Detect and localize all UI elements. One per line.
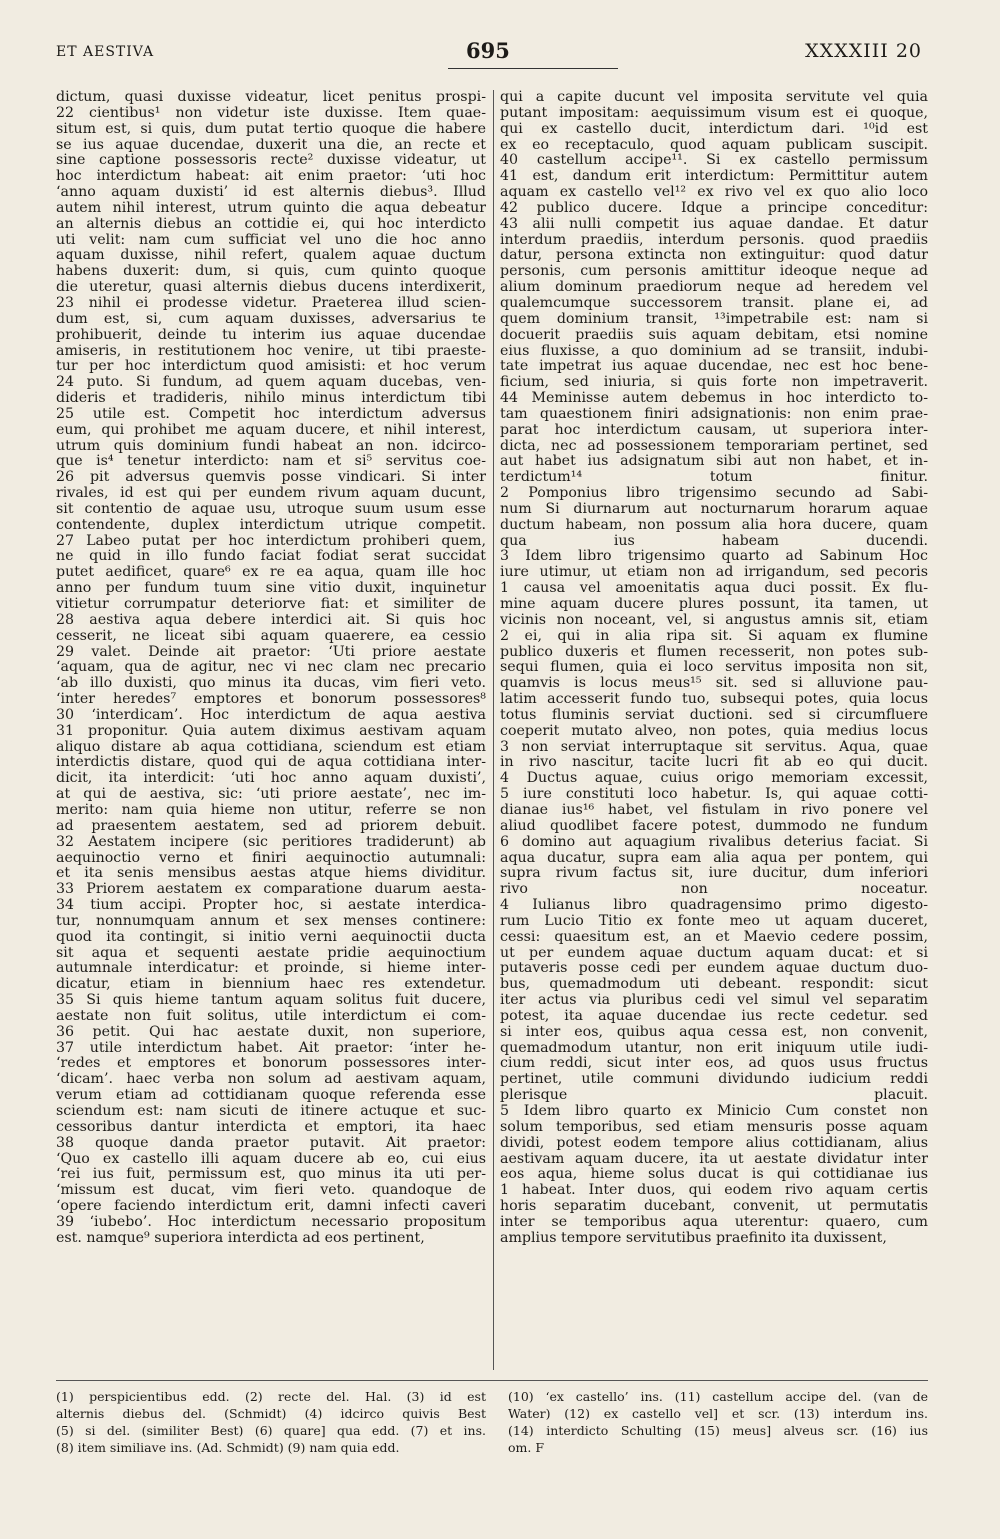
text-line: merito: nam quia hieme non utitur, referre se non [56, 802, 486, 818]
text-line: putant impositam: aequissimum visum est ei quoque, [500, 105, 928, 121]
text-line: aut habet ius adsignatum sibi aut non habet, et in- [500, 454, 928, 470]
footnote-rule [56, 1380, 928, 1381]
text-line: tam quaestionem finiri adsignationis: non enim prae- [500, 406, 928, 422]
text-line: terdictum¹⁴ totum finitur. [500, 470, 928, 486]
page-number: 695 [466, 38, 510, 63]
text-line: aequinoctio verno et finiri aequinoctio autumnali: [56, 850, 486, 866]
text-line: mine aquam ducere plures possunt, ita tamen, ut [500, 597, 928, 612]
text-line: rivo non noceatur. [500, 882, 928, 898]
text-line: aestate non fuit solitus, utile interdictum ei com- [56, 1008, 486, 1024]
text-line: ut per eundem aquae ductum aquam ducat: et si [500, 945, 928, 961]
text-line: quemadmodum utantur, non erit iniquum utile iudi- [500, 1040, 928, 1056]
text-line: eum, qui prohibet me aquam ducere, et nihil interest, [56, 422, 486, 438]
text-line: 22 cientibus¹ non videtur iste duxisse. Item quae- [56, 105, 486, 121]
text-line: sit contentio de aquae usu, utroque suum usum esse [56, 501, 486, 517]
text-line: ‘inter heredes⁷ emptores et bonorum possessores⁸ [56, 692, 486, 708]
text-line: dividi, potest eodem tempore alius cottidianam, alius [500, 1135, 928, 1151]
footnote-line: Water) (12) ex castello vel] et scr. (13) interdum ins. [508, 1406, 928, 1421]
text-line: qui ex castello ducit, interdictum dari. ¹⁰id est [500, 121, 928, 137]
text-line: 35 Si quis hieme tantum aquam solitus fuit ducere, [56, 993, 486, 1009]
text-line: putet aedificet, quare⁶ ex re ea aqua, quam ille hoc [56, 565, 486, 581]
text-line: 5 iure constituti loco habetur. Is, qui aquae cotti- [500, 787, 928, 803]
text-line: vitietur corrumpatur deteriorve fiat: et similiter de [56, 597, 486, 612]
text-line: 4 Iulianus libro quadragensimo primo digesto- [500, 898, 928, 914]
text-line: pertinet, utile communi dividundo iudicium reddi [500, 1072, 928, 1088]
text-line: 24 puto. Si fundum, ad quem aquam ducebas, ven- [56, 375, 486, 391]
text-line: parat hoc interdictum causam, ut superiora inter- [500, 422, 928, 438]
text-line: ‘aquam, qua de agitur, nec vi nec clam nec precario [56, 660, 486, 676]
text-line: aliud quodlibet facere potest, dummodo ne fundum [500, 818, 928, 834]
footnote-line: (14) interdicto Schulting (15) meus] alveus scr. (16) ius [508, 1423, 928, 1438]
text-line: ficium, sed iniuria, si quis forte non impetraverit. [500, 375, 928, 391]
text-line: aquam ex castello vel¹² ex rivo vel ex quo alio loco [500, 185, 928, 201]
text-line: 31 proponitur. Quia autem diximus aestivam aquam [56, 723, 486, 739]
text-line: tur per hoc interdictum quod amisisti: et hoc verum [56, 359, 486, 375]
text-line: contendente, duplex interdictum utrique competit. [56, 517, 486, 533]
footnote-line: alternis diebus del. (Schmidt) (4) idcirco quivis Best [56, 1406, 486, 1421]
text-line: 41 est, dandum erit interdictum: Permittitur autem [500, 169, 928, 185]
text-line: cessi: quaesitum est, an et Maevio cedere possim, [500, 929, 928, 945]
text-line: 1 habeat. Inter duos, qui eodem rivo aquam certis [500, 1183, 928, 1199]
footnote-line: (8) item similiave ins. (Ad. Schmidt) (9) nam quia edd. [56, 1440, 400, 1455]
text-line: tur, nonnumquam annum et sex menses continere: [56, 913, 486, 929]
text-line: utrum quis dominium fundi habeat an non. idcirco- [56, 438, 486, 454]
text-line: ‘missum est ducat, vim fieri veto. quandoque de [56, 1183, 486, 1199]
text-line: sequi flumen, quia ei loco servitus imposita non sit, [500, 660, 928, 676]
footnote-line: (1) perspicientibus edd. (2) recte del. Hal. (3) id est [56, 1389, 486, 1404]
text-line: qui a capite ducunt vel imposita servitute vel quia [500, 90, 928, 105]
text-line: coeperit mutato alveo, non potes, quia medius locus [500, 723, 928, 739]
text-line: dum est, si, cum aquam duxisses, adversarius te [56, 311, 486, 327]
text-line: supra rivum factus sit, iure ducitur, dum inferiori [500, 866, 928, 882]
text-line: dicit, ita interdicit: ‘uti hoc anno aquam duxisti’, [56, 771, 486, 787]
text-line: vicinis non noceant, vel, si angustus amnis sit, etiam [500, 612, 928, 628]
text-line: iure utimur, ut etiam non ad irrigandum, sed pecoris [500, 565, 928, 581]
text-line: quamvis is locus meus¹⁵ sit. sed si alluvione pau- [500, 676, 928, 692]
text-line: bus, quemadmodum uti debeant. respondit: sicut [500, 977, 928, 993]
text-line: 37 utile interdictum habet. Ait praetor: ‘inter he- [56, 1040, 486, 1056]
text-line: amiseris, in restitutionem hoc venire, ut tibi praeste- [56, 343, 486, 359]
text-line: aliquo distare ab aqua cottidiana, sciendum est etiam [56, 739, 486, 755]
text-line: dicta, nec ad possessionem temporariam pertinet, sed [500, 438, 928, 454]
text-line: 39 ‘iubebo’. Hoc interdictum necessario propositum [56, 1214, 486, 1230]
text-line: at qui de aestiva, sic: ‘uti priore aestate’, nec im- [56, 787, 486, 803]
text-line: 2 Pomponius libro trigensimo secundo ad Sabi- [500, 486, 928, 502]
text-line: personis, cum personis amittitur ideoque neque ad [500, 264, 928, 280]
text-line: 36 petit. Qui hac aestate duxit, non superiore, [56, 1024, 486, 1040]
text-line: prohibuerit, deinde tu interim ius aquae ducendae [56, 327, 486, 343]
text-line: habens duxerit: dum, si quis, cum quinto quoque [56, 264, 486, 280]
text-line: autem nihil interest, utrum quinto die aqua debeatur [56, 200, 486, 216]
text-line: ‘ab illo duxisti, quo minus ita ducas, vim fieri veto. [56, 676, 486, 692]
text-line: 27 Labeo putat per hoc interdictum prohiberi quem, [56, 533, 486, 549]
text-line: alium dominum praediorum neque ad heredem vel [500, 280, 928, 296]
text-line: cessoribus dantur interdicta et emptori, ita haec [56, 1119, 486, 1135]
text-line: sciendum est: nam sicuti de itinere actuque et suc- [56, 1104, 486, 1119]
text-line: datur, persona extincta non extinguitur: quod datur [500, 248, 928, 264]
text-line: 26 pit adversus quemvis posse vindicari. Si inter [56, 470, 486, 486]
text-line: sine captione possessoris recte² duxisse videatur, ut [56, 153, 486, 169]
footnotes-right [508, 1388, 928, 1456]
text-line: ad praesentem aestatem, sed ad priorem debuit. [56, 818, 486, 834]
text-line: aquam duxisse, nihil refert, qualem aquae ductum [56, 248, 486, 264]
text-line: situm est, si quis, dum putat tertio quoque die habere [56, 121, 486, 137]
text-line: 32 Aestatem incipere (sic peritiores tradiderunt) ab [56, 834, 486, 850]
text-line: rivales, id est qui per eundem rivum aquam ducunt, [56, 486, 486, 502]
text-line: 6 domino aut aquagium rivalibus deterius faciat. Si [500, 834, 928, 850]
text-line: ‘anno aquam duxisti’ id est alternis diebus³. Illud [56, 185, 486, 201]
text-line: hoc interdictum habeat: ait enim praetor: ‘uti hoc [56, 169, 486, 185]
text-line: ‘opere faciendo interdictum erit, damni infecti caveri [56, 1199, 486, 1215]
text-line: aqua ducatur, supra eam alia aqua per pontem, qui [500, 850, 928, 866]
text-line: in rivo nascitur, tacite lucri fit ab eo qui ducit. [500, 755, 928, 771]
text-line: die uteretur, quasi alternis diebus ducens interdixerit, [56, 280, 486, 296]
text-line: plerisque placuit. [500, 1088, 928, 1104]
text-line: ‘rei ius fuit, permissum est, quo minus ita uti per- [56, 1167, 486, 1183]
text-line: num Si diurnarum aut nocturnarum horarum aquae [500, 501, 928, 517]
text-line: qualemcumque successorem transit. plane ei, ad [500, 295, 928, 311]
running-head-right: XXXXIII 20 [805, 40, 922, 62]
text-line: eos aqua, hieme solus ducat is qui cottidianae ius [500, 1167, 928, 1183]
text-line: 34 tium accipi. Propter hoc, si aestate interdica- [56, 898, 486, 914]
text-line: 1 causa vel amoenitatis aqua duci possit. Ex flu- [500, 581, 928, 597]
text-line: totus fluminis serviat ductioni. sed si circumfluere [500, 707, 928, 723]
column-divider [493, 90, 494, 1370]
text-line: 43 alii nulli competit ius aquae dandae. Et datur [500, 216, 928, 232]
text-line: interdum praediis, interdum personis. quod praediis [500, 232, 928, 248]
text-line: que is⁴ tenetur interdicto: nam et si⁵ servitus coe- [56, 454, 486, 470]
text-line: cium reddi, sicut inter eos, ad quos usus fructus [500, 1056, 928, 1072]
text-line: interdictis distare, quod qui de aqua cottidiana inter- [56, 755, 486, 771]
text-line: est. namque⁹ superiora interdicta ad eos pertinent, [56, 1230, 425, 1246]
text-line: iter actus via pluribus cedi vel simul vel separatim [500, 993, 928, 1009]
text-line: 29 valet. Deinde ait praetor: ‘Uti priore aestate [56, 644, 486, 660]
text-line: 40 castellum accipe¹¹. Si ex castello permissum [500, 153, 928, 169]
footnote-line: om. F [508, 1440, 544, 1455]
text-line: docuerit praediis suis aquam debitam, etsi nomine [500, 327, 928, 343]
text-line: inter se temporibus aqua uterentur: quaero, cum [500, 1214, 928, 1230]
text-line: publico duxeris et flumen recesserit, non potes sub- [500, 644, 928, 660]
text-line: amplius tempore servitutibus praefinito ita duxissent, [500, 1230, 887, 1246]
text-line: ne quid in illo fundo faciat fodiat serat succidat [56, 549, 486, 565]
text-line: ductum habeam, non possum alia hora ducere, quam [500, 517, 928, 533]
footnote-line: (10) ‘ex castello’ ins. (11) castellum accipe del. (van de [508, 1389, 928, 1404]
text-line: sit aqua et sequenti aestate pridie aequinoctium [56, 945, 486, 961]
text-line: 33 Priorem aestatem ex comparatione duarum aesta- [56, 882, 486, 898]
text-line: aestivam aquam ducere, ita ut aestate dividatur inter [500, 1151, 928, 1167]
text-line: ‘Quo ex castello illi aquam ducere ab eo, cui eius [56, 1151, 486, 1167]
text-line: horis separatim ducebant, convenit, ut permutatis [500, 1199, 928, 1215]
text-line: 44 Meminisse autem debemus in hoc interdicto to- [500, 391, 928, 407]
text-line: 5 Idem libro quarto ex Minicio Cum constet non [500, 1104, 928, 1119]
text-line: et ita senis mensibus aestas atque hiems dividitur. [56, 866, 486, 882]
text-line: 38 quoque danda praetor putavit. Ait praetor: [56, 1135, 486, 1151]
footnotes-left [56, 1388, 486, 1456]
text-line: tate impetrat ius aquae ducendae, nec est hoc bene- [500, 359, 928, 375]
text-line: latim accesserit fundo tuo, subsequi potes, quia locus [500, 692, 928, 708]
text-line: verum etiam ad cottidianam quoque referenda esse [56, 1088, 486, 1104]
text-line: uti velit: nam cum sufficiat vel uno die hoc anno [56, 232, 486, 248]
footnote-line: (5) si del. (similiter Best) (6) quare] qua edd. (7) et ins. [56, 1423, 486, 1438]
text-line: si inter eos, quibus aqua cessa est, non convenit, [500, 1024, 928, 1040]
text-line: an alternis diebus an cottidie ei, qui hoc interdicto [56, 216, 486, 232]
text-line: solum temporibus, sed etiam mensuris posse aquam [500, 1119, 928, 1135]
text-line: 28 aestiva aqua debere interdici ait. Si quis hoc [56, 612, 486, 628]
page-header [56, 38, 922, 72]
text-line: anno per fundum tuum sine vitio duxit, inquinetur [56, 581, 486, 597]
text-line: potest, ita aquae ducendae ius recte cedetur. sed [500, 1008, 928, 1024]
text-line: 4 Ductus aquae, cuius origo memoriam excessit, [500, 771, 928, 787]
text-line: 3 non serviat interruptaque sit servitus. Aqua, quae [500, 739, 928, 755]
right-text-column [500, 90, 928, 1251]
text-line: eius fluxisse, a quo dominium ad se transiit, indubi- [500, 343, 928, 359]
text-line: putaveris posse cedi per eundem aquae ductum duo- [500, 961, 928, 977]
text-line: ex eo receptaculo, quod aquam publicam suscipit. [500, 137, 928, 153]
text-line: ‘dicam’. haec verba non solum ad aestivam aquam, [56, 1072, 486, 1088]
text-line: qua ius habeam ducendi. [500, 533, 928, 549]
running-head-left: ET AESTIVA [56, 44, 155, 60]
text-line: se ius aquae ducendae, duxerit una die, an recte et [56, 137, 486, 153]
text-line: rum Lucio Titio ex fonte meo ut aquam duceret, [500, 913, 928, 929]
text-line: 25 utile est. Competit hoc interdictum adversus [56, 406, 486, 422]
text-line: quem dominium transit, ¹³impetrabile est: nam si [500, 311, 928, 327]
text-line: dictum, quasi duxisse videatur, licet penitus prospi- [56, 90, 486, 105]
text-line: 23 nihil ei prodesse videtur. Praeterea illud scien- [56, 295, 486, 311]
text-line: ‘redes et emptores et bonorum possessores inter- [56, 1056, 486, 1072]
header-rule [448, 68, 618, 69]
text-line: dianae ius¹⁶ habet, vel fistulam in rivo ponere vel [500, 802, 928, 818]
text-line: 30 ‘interdicam’. Hoc interdictum de aqua aestiva [56, 707, 486, 723]
text-line: autumnale interdicatur: et proinde, si hieme inter- [56, 961, 486, 977]
left-text-column [56, 90, 486, 1251]
text-line: dideris et tradideris, nihilo minus interdictum tibi [56, 391, 486, 407]
text-line: 42 publico ducere. Idque a principe conceditur: [500, 200, 928, 216]
text-line: 2 ei, qui in alia ripa sit. Si aquam ex flumine [500, 628, 928, 644]
text-line: cesserit, ne liceat sibi aquam quaerere, ea cessio [56, 628, 486, 644]
text-line: quod ita contingit, si initio verni aequinoctii ducta [56, 929, 486, 945]
text-line: 3 Idem libro trigensimo quarto ad Sabinum Hoc [500, 549, 928, 565]
text-line: dicatur, etiam in biennium haec res extendetur. [56, 977, 486, 993]
